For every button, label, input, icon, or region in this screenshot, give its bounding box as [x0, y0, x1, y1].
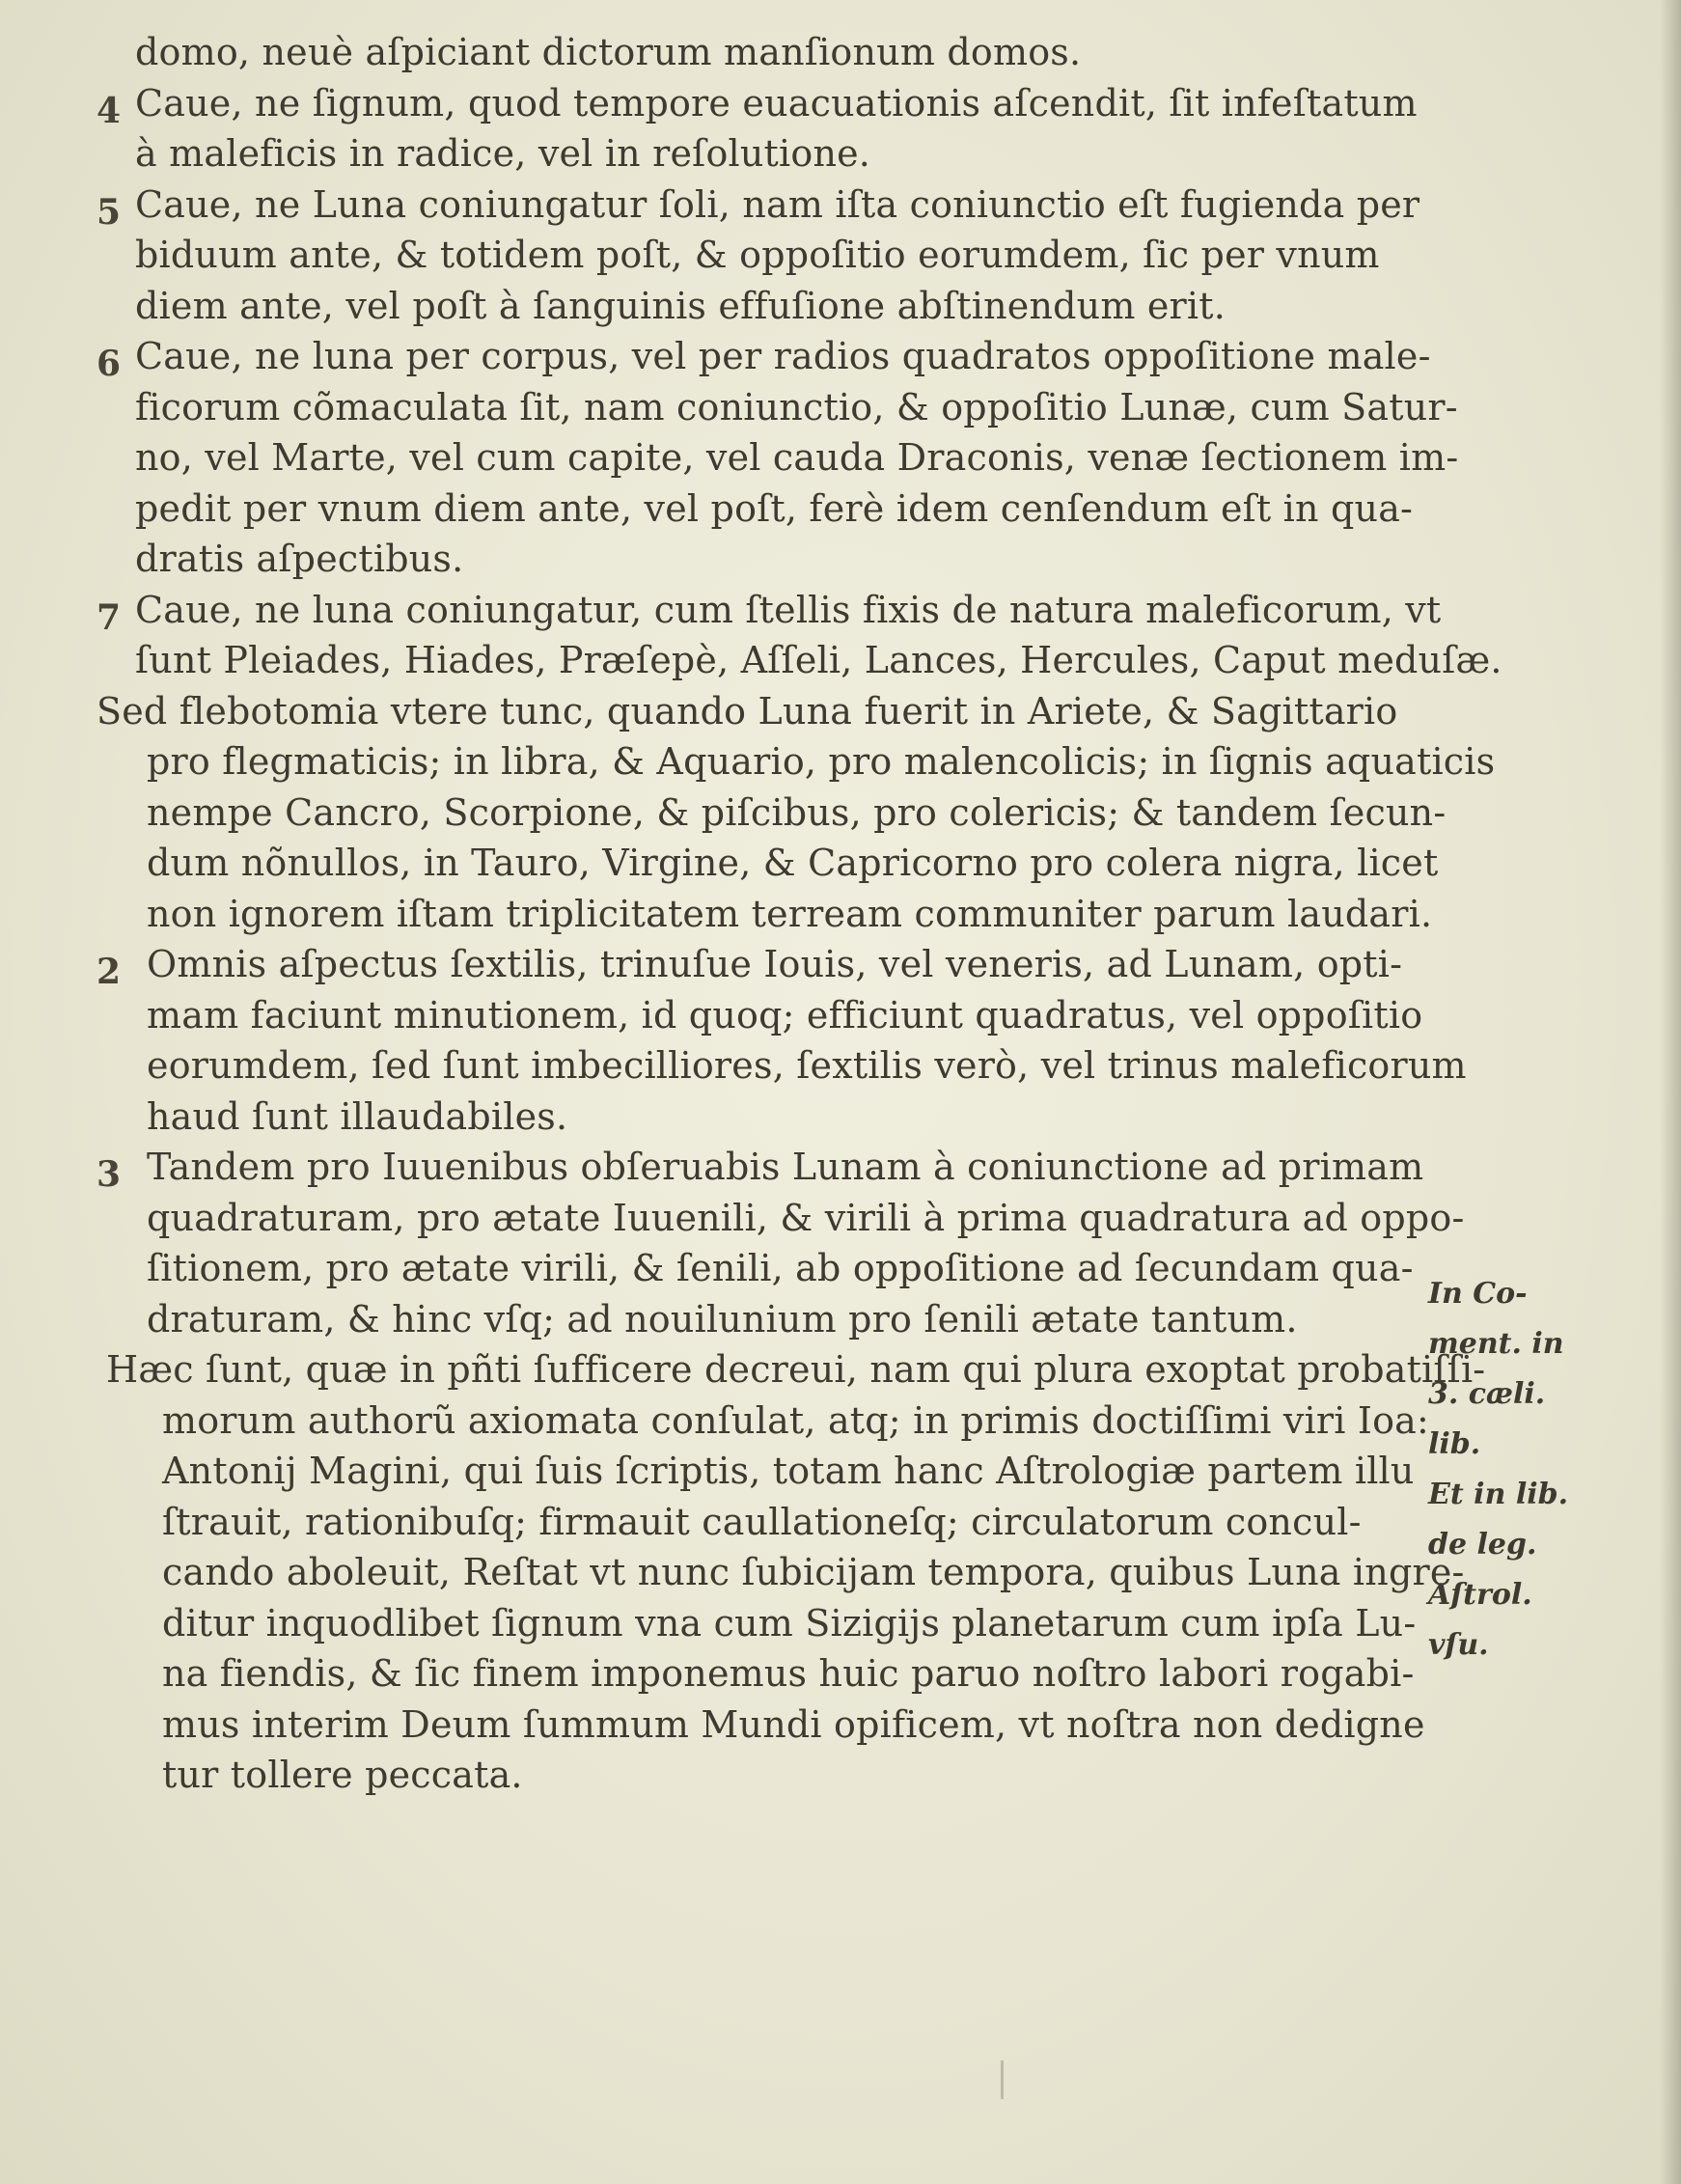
marginal-line: ment. in [1428, 1327, 1564, 1361]
line-text: mam faciunt minutionem, id quoq; efficiunt quadratus, vel oppoſitio [147, 993, 1423, 1037]
text-line [96, 1193, 1465, 1244]
line-text: no, vel Marte, vel cum capite, vel cauda Draconis, venæ ſectionem im- [135, 436, 1459, 479]
text-line [96, 128, 1428, 180]
line-text: ditur inquodlibet ſignum vna cum Sizigijs planetarum cum ipſa Lu- [162, 1601, 1417, 1645]
text-line [96, 432, 1459, 484]
paper-mark [1001, 2060, 1004, 2099]
item-number: 2 [96, 952, 122, 992]
line-text: dum nõnullos, in Tauro, Virgine, & Capricorno pro colera nigra, licet [147, 842, 1439, 884]
line-text: tur tollere peccata. [162, 1754, 523, 1796]
item-number: 7 [96, 596, 122, 638]
text-line [96, 230, 1428, 281]
line-text: pro flegmaticis; in libra, & Aquario, pro malencolicis; in ſignis aquaticis [147, 740, 1496, 783]
line-text: Sed flebotomia vtere tunc, quando Luna fuerit in Ariete, & Sagittario [96, 689, 1398, 733]
text-line [96, 1142, 1428, 1193]
line-text: diem ante, vel poſt à ſanguinis effuſione abſtinendum erit. [135, 284, 1226, 327]
text-line [96, 1497, 1428, 1548]
item-number: 5 [96, 191, 122, 233]
text-line [96, 585, 1442, 638]
text-line [96, 1294, 1428, 1345]
line-text: pedit per vnum diem ante, vel poſt, ferè idem cenſendum eſt in qua- [135, 486, 1414, 530]
line-text: Antonij Magini, qui ſuis ſcriptis, totam hanc Aſtrologiæ partem illu [162, 1450, 1415, 1492]
text-line [96, 1446, 1428, 1497]
line-text: Caue, ne ſignum, quod tempore euacuationis aſcendit, ſit infeſtatum [135, 81, 1418, 124]
line-text: ſtrauit, rationibuſq; firmauit caullationeſq; circulatorum concul- [162, 1500, 1362, 1543]
text-line [96, 990, 1428, 1041]
line-text: draturam, & hinc vſq; ad nouilunium pro ſenili ætate tantum. [147, 1297, 1298, 1341]
item-number: 6 [96, 344, 122, 384]
line-text: Hæc ſunt, quæ in pñti ſufficere decreui, nam qui plura exoptat probatiſſi- [106, 1348, 1486, 1391]
line-text: mus interim Deum ſummum Mundi opificem, vt noſtra non dedigne [162, 1702, 1425, 1746]
text-line [96, 1040, 1467, 1092]
text-line [96, 889, 1433, 940]
text-line [96, 1750, 1428, 1801]
line-text: biduum ante, & totidem poſt, & oppoſitio eorumdem, ſic per vnum [135, 234, 1380, 276]
text-line [96, 1396, 1428, 1447]
text-line [96, 281, 1428, 332]
marginal-line: de leg. [1428, 1528, 1537, 1562]
marginal-line: vſu. [1428, 1628, 1489, 1662]
line-text: Caue, ne Luna coniungatur ſoli, nam iſta coniunctio eſt fugienda per [135, 182, 1420, 226]
text-line [96, 788, 1447, 839]
item-number: 3 [96, 1154, 122, 1195]
line-text: nempe Cancro, Scorpione, & piſcibus, pro colericis; & tandem ſecun- [147, 790, 1447, 834]
line-text: cando aboleuit, Reſtat vt nunc ſubicijam tempora, quibus Luna ingre- [162, 1551, 1465, 1593]
text-line [96, 1547, 1465, 1598]
line-text: Caue, ne luna per corpus, vel per radios quadratos oppoſitione male- [135, 335, 1431, 377]
marginal-line: 3. cæli. [1428, 1377, 1546, 1411]
line-text: ſitionem, pro ætate virili, & ſenili, ab oppoſitione ad ſecundam qua- [147, 1247, 1414, 1289]
line-text: non ignorem iſtam triplicitatem terream communiter parum laudari. [147, 892, 1433, 935]
text-line [96, 1092, 1428, 1143]
line-text: Tandem pro Iuuenibus obſeruabis Lunam à coniunctione ad primam [147, 1146, 1424, 1188]
text-line [96, 484, 1428, 535]
page-edge-shadow [1660, 0, 1681, 2184]
line-text: eorumdem, ſed ſunt imbecilliores, ſextilis verò, vel trinus maleficorum [147, 1044, 1467, 1087]
text-line [96, 331, 1431, 384]
text-line [96, 1598, 1428, 1649]
text-line [96, 1700, 1428, 1751]
text-line [96, 1344, 1486, 1396]
text-line [96, 838, 1439, 889]
marginal-line: In Co- [1428, 1277, 1528, 1311]
text-line [96, 78, 1428, 129]
text-line [96, 686, 1428, 737]
line-text: Caue, ne luna coniungatur, cum ſtellis fixis de natura maleficorum, vt [135, 588, 1442, 631]
line-text: ficorum cõmaculata ſit, nam coniunctio, & oppoſitio Lunæ, cum Satur- [135, 385, 1458, 429]
marginal-line: Aſtrol. [1428, 1578, 1532, 1612]
text-line [96, 382, 1458, 433]
text-line [96, 1243, 1428, 1294]
text-line [96, 736, 1496, 788]
item-number: 4 [96, 90, 122, 131]
text-line [96, 1648, 1428, 1700]
text-line [96, 180, 1428, 231]
line-text: morum authorũ axiomata conſulat, atq; in primis doctiſſimi viri Ioa: [162, 1398, 1430, 1442]
marginal-line: lib. [1428, 1427, 1481, 1461]
line-text: quadraturam, pro ætate Iuuenili, & virili à prima quadratura ad oppo- [147, 1196, 1465, 1239]
text-line [96, 534, 1428, 585]
line-text: ſunt Pleiades, Hiades, Præſepè, Aſſeli, Lances, Hercules, Caput meduſæ. [135, 639, 1502, 681]
line-text: à maleficis in radice, vel in reſolutione. [135, 132, 871, 175]
text-line [96, 939, 1428, 990]
line-text: na fiendis, & ſic finem imponemus huic paruo noſtro labori rogabi- [162, 1652, 1415, 1695]
text-line [96, 635, 1502, 686]
marginal-note [1428, 1269, 1602, 1671]
line-text: haud ſunt illaudabiles. [147, 1094, 568, 1138]
marginal-line: Et in lib. [1428, 1478, 1569, 1511]
line-text: dratis aſpectibus. [135, 538, 464, 580]
text-line [96, 27, 1428, 78]
line-text: domo, neuè aſpiciant dictorum manſionum domos. [135, 31, 1082, 73]
line-text: Omnis aſpectus ſextilis, trinuſue Iouis, vel veneris, ad Lunam, opti- [147, 943, 1403, 985]
